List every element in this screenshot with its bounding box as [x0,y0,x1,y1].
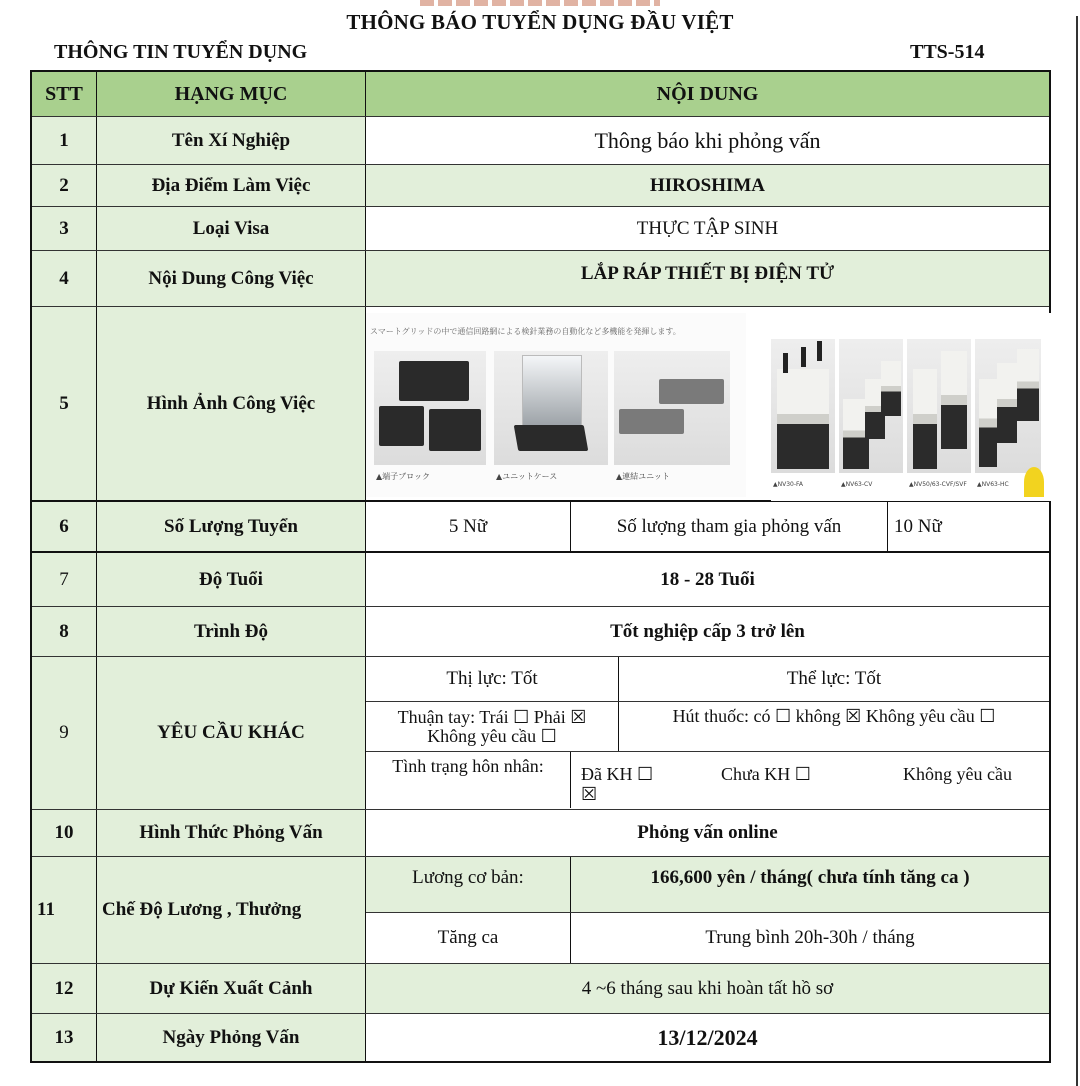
base-salary-label: Lương cơ bản: [366,857,571,912]
eyesight-requirement: Thị lực: Tốt [366,657,619,701]
document-title: THÔNG BÁO TUYỂN DỤNG ĐẦU VIỆT [346,10,734,34]
row-category: Địa Điểm Làm Việc [97,165,366,206]
breaker-photo [771,339,835,473]
table-row-other-requirements [32,657,1049,810]
marital-option-single: Chưa KH ☐ [721,764,811,784]
breaker-caption: ▲NV63-CV [841,481,873,488]
table-row-job-images [32,307,1049,502]
row-category: YÊU CẦU KHÁC [97,657,366,809]
terminal-block-photo [374,351,486,465]
row-category: Số Lượng Tuyển [97,502,366,551]
row-category: Trình Độ [97,607,366,656]
interview-date-value: 13/12/2024 [366,1014,1049,1061]
row-number: 6 [32,502,97,551]
image-caption: ▲連結ユニット [616,472,670,481]
row-category: Hình Ảnh Công Việc [97,307,366,500]
image-caption: ▲端子ブロック [376,472,430,481]
row-number: 7 [32,553,97,606]
component-photo-panel [366,313,746,497]
fitness-requirement: Thể lực: Tốt [619,657,1049,701]
breaker-photo [839,339,903,473]
handedness-line: Thuận tay: Trái ☐ Phải ☒ [397,706,587,727]
handedness-line: Không yêu cầu ☐ [427,725,557,746]
row-number: 1 [32,117,97,164]
section-label: THÔNG TIN TUYỂN DỤNG [54,41,308,63]
row-number: 3 [32,207,97,250]
header-content: NỘI DUNG [366,72,1049,116]
row-category: Chế Độ Lương , Thưởng [97,857,366,963]
breaker-caption: ▲NV63-HC [977,481,1009,488]
row-number: 10 [32,810,97,856]
marital-option-any-checkbox: ☒ [581,784,598,804]
table-header-row [32,72,1049,117]
row-number: 2 [32,165,97,206]
row-category: Nội Dung Công Việc [97,251,366,306]
connection-unit-photo [614,351,730,465]
row-number: 4 [32,251,97,306]
row-category: Loại Visa [97,207,366,250]
location-value: HIROSHIMA [366,165,1049,206]
image-caption: ▲ユニットケース [496,472,558,481]
breaker-photo [975,339,1041,473]
marital-option-married: Đã KH ☐ [581,764,654,784]
table-row-age [32,553,1049,607]
quantity-value: 5 Nữ [366,502,571,551]
unit-case-photo [494,351,608,465]
table-row-company [32,117,1049,165]
marital-option-any: Không yêu cầu [903,764,1012,784]
row-number: 11 [32,857,97,963]
image-description: スマートグリッドの中で通信回路網による検針業務の自動化など多機能を発揮します。 [370,327,681,336]
table-row-quantity [32,502,1049,553]
header-category: HẠNG MỤC [97,72,366,116]
job-images [366,307,1049,500]
base-salary-value: 166,600 yên / tháng( chưa tính tăng ca ) [571,857,1049,912]
breaker-photo-panel [771,313,1051,501]
row-category: Độ Tuổi [97,553,366,606]
age-value: 18 - 28 Tuổi [366,553,1049,606]
interview-quantity-label: Số lượng tham gia phỏng vấn [571,502,888,551]
marital-status-options [571,752,1049,808]
table-row-salary [32,857,1049,964]
handedness-requirement [366,702,619,751]
breaker-caption: ▲NV30-FA [773,481,804,488]
overtime-label: Tăng ca [366,913,571,963]
overtime-value: Trung bình 20h-30h / tháng [571,913,1049,963]
row-number: 8 [32,607,97,656]
table-row-education [32,607,1049,657]
row-category: Ngày Phỏng Vấn [97,1014,366,1061]
salary-grid [366,857,1049,963]
row-number: 12 [32,964,97,1013]
row-category: Hình Thức Phỏng Vấn [97,810,366,856]
education-value: Tốt nghiệp cấp 3 trở lên [366,607,1049,656]
table-row-location [32,165,1049,207]
interview-quantity-value: 10 Nữ [888,502,1049,551]
company-name-value: Thông báo khi phỏng vấn [366,117,1049,164]
departure-value: 4 ~6 tháng sau khi hoàn tất hồ sơ [366,964,1049,1013]
breaker-caption: ▲NV50/63-CVF/SVF [909,481,967,488]
job-code: TTS-514 [910,41,985,63]
watermark-logo [1024,467,1044,497]
recruitment-table [30,70,1051,1063]
table-row-departure [32,964,1049,1014]
cropped-header-line [420,0,660,6]
row-number: 13 [32,1014,97,1061]
table-row-interview-format [32,810,1049,857]
row-category: Dự Kiến Xuất Cảnh [97,964,366,1013]
requirements-grid [366,657,1049,809]
marital-status-label: Tình trạng hôn nhân: [366,752,571,808]
table-row-visa [32,207,1049,251]
header-stt: STT [32,72,97,116]
smoking-requirement: Hút thuốc: có ☐ không ☒ Không yêu cầu ☐ [619,702,1049,751]
page-edge-divider [1076,16,1078,1086]
row-category: Tên Xí Nghiệp [97,117,366,164]
visa-value: THỰC TẬP SINH [366,207,1049,250]
table-row-job-content [32,251,1049,307]
row-number: 9 [32,657,97,809]
job-content-value: LẮP RÁP THIẾT BỊ ĐIỆN TỬ [366,251,1049,306]
interview-format-value: Phỏng vấn online [366,810,1049,856]
breaker-photo [907,339,971,473]
table-row-interview-date [32,1014,1049,1061]
row-number: 5 [32,307,97,500]
